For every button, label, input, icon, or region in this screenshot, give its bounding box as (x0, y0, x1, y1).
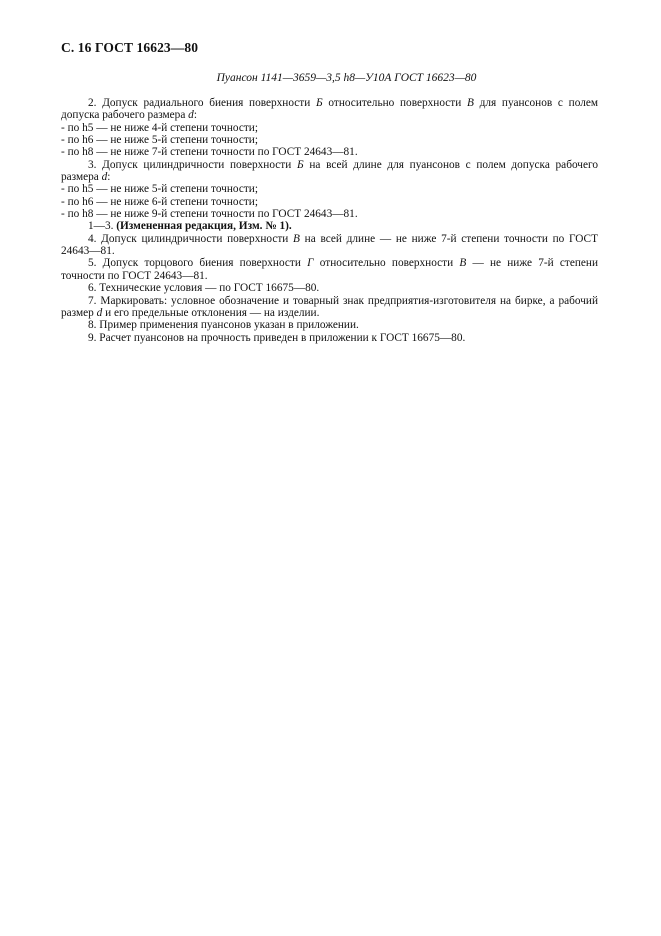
clause-5: 5. Допуск торцового биения поверхности Г относительно поверхности В — не ниже 7-й степени точности по ГОСТ 24643—81. (61, 257, 599, 282)
clause-8: 8. Пример применения пуансонов указан в приложении. (88, 319, 359, 332)
clause-7: 7. Маркировать: условное обозначение и товарный знак предприятия-изготовителя на бирке, а рабочий размер d и его предельные отклонения — на изделии. (61, 294, 598, 319)
clause-2-item: - по h8 — не ниже 7-й степени точности по ГОСТ 24643—81. (61, 146, 358, 159)
clause-6: 6. Технические условия — по ГОСТ 16675—80. (88, 282, 320, 295)
page-header: С. 16 ГОСТ 16623—80 (61, 40, 199, 55)
clause-2-item: - по h5 — не ниже 4-й степени точности; (61, 121, 258, 134)
clause-2-item: - по h6 — не ниже 5-й степени точности; (61, 134, 258, 147)
clause-3-item: - по h6 — не ниже 6-й степени точности; (61, 195, 258, 208)
clause-9: 9. Расчет пуансонов на прочность приведен в приложении к ГОСТ 16675—80. (88, 331, 466, 344)
clause-3: 3. Допуск цилиндричности поверхности Б на всей длине для пуансонов с полем допуска рабочего размера d: (61, 158, 598, 184)
revision-note: 1—3. (Измененная редакция, Изм. № 1). (88, 220, 292, 233)
requirements-text (61, 97, 598, 344)
clause-2: 2. Допуск радиального биения поверхности Б относительно поверхности В для пуансонов с полем допуска рабочего размера d: (61, 97, 598, 122)
punch-designation: Пуансон 1141—3659—3,5 h8—У10А ГОСТ 16623—80 (216, 72, 477, 84)
clause-3-item: - по h5 — не ниже 5-й степени точности; (61, 183, 258, 196)
clause-3-item: - по h8 — не ниже 9-й степени точности по ГОСТ 24643—81. (61, 208, 358, 221)
clause-4: 4. Допуск цилиндричности поверхности В на всей длине — не ниже 7-й степени точности по ГОСТ 24643—81. (61, 232, 598, 258)
